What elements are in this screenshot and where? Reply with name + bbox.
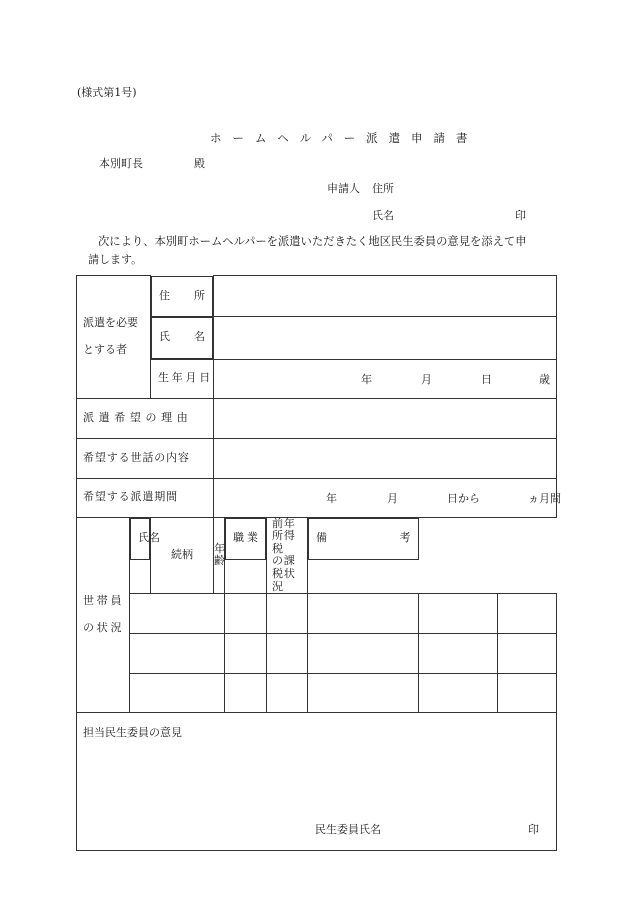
household-age-header: 年齢 xyxy=(214,517,225,594)
form-number: (様式第1号) xyxy=(77,86,137,99)
addressee-name: 本別町長 xyxy=(99,157,143,170)
application-form-table xyxy=(76,275,561,851)
requester-name-field[interactable] xyxy=(214,317,557,360)
requester-dob-label: 生年月日 xyxy=(151,359,214,398)
household-cell[interactable] xyxy=(498,674,557,713)
household-cell[interactable] xyxy=(498,634,557,674)
household-cell[interactable] xyxy=(308,634,419,674)
commissioner-seal: 印 xyxy=(528,823,539,837)
addressee-honorific: 殿 xyxy=(194,157,205,170)
care-content-field[interactable] xyxy=(214,438,557,478)
requester-address-label: 住 所 xyxy=(151,276,213,317)
dob-year: 年 xyxy=(361,372,372,386)
period-year: 年 xyxy=(326,491,337,505)
household-cell[interactable] xyxy=(419,674,498,713)
reason-label: 派遣希望の理由 xyxy=(77,398,214,438)
period-months: ヵ月間 xyxy=(528,491,561,505)
applicant-label: 申請人 xyxy=(327,182,360,195)
household-cell[interactable] xyxy=(225,594,267,634)
household-cell[interactable] xyxy=(498,594,557,634)
household-name-header: 氏 名 xyxy=(130,518,150,560)
household-row xyxy=(77,634,557,674)
requester-dob-field[interactable] xyxy=(214,359,557,398)
household-cell[interactable] xyxy=(130,674,225,713)
applicant-address-label: 住所 xyxy=(372,182,394,195)
care-content-label: 希望する世話の内容 xyxy=(77,438,214,478)
household-cell[interactable] xyxy=(267,634,308,674)
household-note-header: 備 考 xyxy=(308,518,419,560)
household-cell[interactable] xyxy=(308,594,419,634)
period-field[interactable] xyxy=(214,478,561,517)
commissioner-opinion-label: 担当民生委員の意見 xyxy=(83,726,182,740)
household-cell[interactable] xyxy=(419,594,498,634)
dob-month: 月 xyxy=(421,372,432,386)
household-row xyxy=(77,594,557,634)
household-cell[interactable] xyxy=(225,674,267,713)
household-cell[interactable] xyxy=(225,634,267,674)
intro-text-line1: 次により、本別町ホームヘルパーを派遣いただきたく地区民生委員の意見を添えて申 xyxy=(98,235,527,248)
household-cell[interactable] xyxy=(308,674,419,713)
period-day-from: 日から xyxy=(447,491,480,505)
requester-name-label: 氏 名 xyxy=(151,317,213,359)
household-row xyxy=(77,674,557,713)
household-cell[interactable] xyxy=(267,594,308,634)
intro-text-line2: 請します。 xyxy=(88,253,143,266)
age-unit: 歳 xyxy=(539,372,550,386)
household-tax-header: 前年所得税 の課税状況 xyxy=(267,517,308,594)
household-cell[interactable] xyxy=(130,594,225,634)
household-job-header: 職 業 xyxy=(225,518,266,560)
commissioner-name-label: 民生委員氏名 xyxy=(315,823,381,837)
dob-day: 日 xyxy=(481,372,492,386)
reason-field[interactable] xyxy=(214,398,557,438)
period-label: 希望する派遣期間 xyxy=(77,478,214,517)
household-relation-header: 続柄 xyxy=(151,517,214,594)
requester-address-field[interactable] xyxy=(214,276,557,317)
household-cell[interactable] xyxy=(419,634,498,674)
commissioner-opinion-field[interactable] xyxy=(77,713,557,851)
period-month: 月 xyxy=(387,491,398,505)
form-title: ホームヘルパー派遣申請書 xyxy=(210,131,479,145)
household-group-label: 世帯員 の状況 xyxy=(77,517,130,713)
applicant-name-label: 氏名 xyxy=(372,209,394,222)
applicant-seal: 印 xyxy=(515,209,526,222)
household-cell[interactable] xyxy=(130,634,225,674)
requester-group-label: 派遣を必要 とする者 xyxy=(77,276,151,399)
household-cell[interactable] xyxy=(267,674,308,713)
